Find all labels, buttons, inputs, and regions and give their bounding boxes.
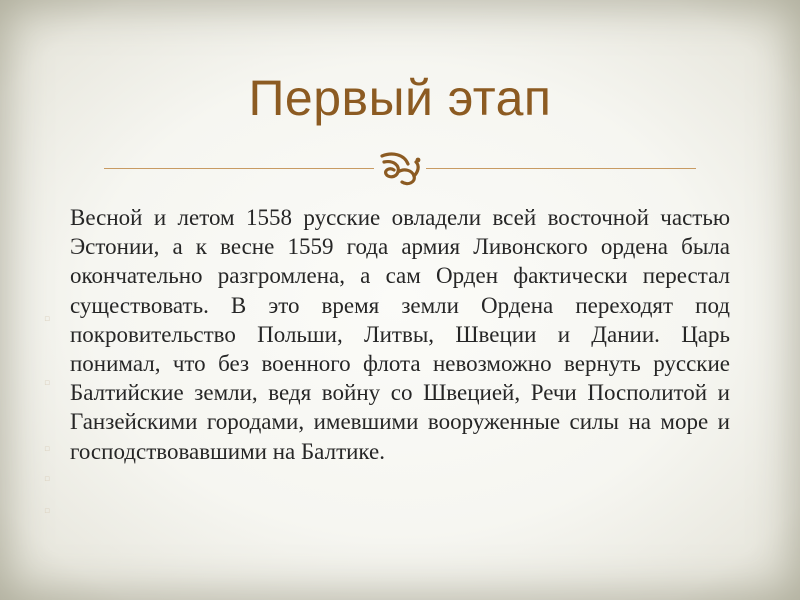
bullet-marker: ▫ — [44, 474, 51, 484]
slide-body-text: Весной и летом 1558 русские овладели всей восточной частью Эстонии, а к весне 1559 года армия Ливонского ордена была окончательно разгромлена, а сам Орден фактически перестал существовать. В это время земли Ордена переходят под покровительство Польши, Литвы, Швеции и Дании. Царь понимал, что без военного флота невозможно вернуть русские Балтийские земли, ведя войну со Швецией, Речи Посполитой и Ганзейскими городами, имевшими вооруженные силы на море и господствовавшими на Балтике. — [70, 205, 730, 464]
divider-line-left — [104, 168, 374, 169]
faint-bullet-markers — [44, 0, 54, 600]
title-divider — [104, 148, 696, 188]
fleuron-icon — [374, 148, 426, 188]
bullet-marker: ▫ — [44, 444, 51, 454]
bullet-marker: ▫ — [44, 314, 51, 324]
bullet-marker: ▫ — [44, 506, 51, 516]
slide-title: Первый этап — [248, 70, 552, 126]
divider-line-right — [426, 168, 696, 169]
bullet-marker: ▫ — [44, 378, 51, 388]
